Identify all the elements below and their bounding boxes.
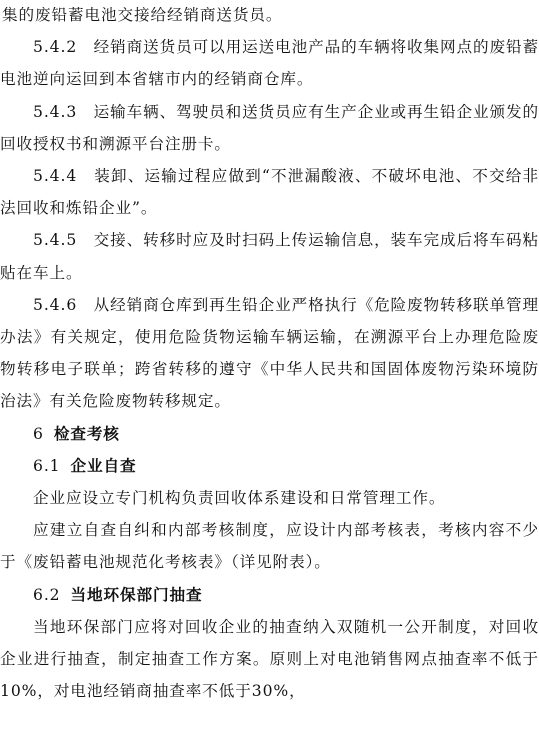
clause-5-4-4: 5.4.4 装卸、运输过程应做到“不泄漏酸液、不破坏电池、不交给非法回收和炼铅企业”。: [0, 167, 539, 218]
section-number: 6.2: [33, 585, 61, 604]
paragraph-continued: 集的废铅蓄电池交接给经销商送货员。: [2, 6, 283, 24]
section-title: 检查考核: [53, 424, 120, 443]
clause-5-4-5: 5.4.5 交接、转移时应及时扫码上传运输信息，装车完成后将车码粘贴在车上。: [0, 231, 539, 282]
section-heading-6-2: [0, 579, 539, 611]
clause-5-4-3: 5.4.3 运输车辆、驾驶员和送货员应有生产企业或再生铅企业颁发的回收授权书和溯源平台注册卡。: [0, 102, 539, 153]
section-number: 6.1: [33, 456, 61, 475]
section-title: 企业自查: [70, 456, 137, 475]
paragraph-6-2: 当地环保部门应将对回收企业的抽查纳入双随机一公开制度，对回收企业进行抽查，制定抽查工作方案。原则上对电池销售网点抽查率不低于10%，对电池经销商抽查率不低于30%，: [0, 617, 539, 701]
paragraph-6-1-a: 企业应设立专门机构负责回收体系建设和日常管理工作。: [33, 489, 446, 508]
clause-5-4-2: 5.4.2 经销商送货员可以用运送电池产品的车辆将收集网点的废铅蓄电池逆向运回到本省辖市内的经销商仓库。: [0, 38, 539, 89]
section-number: 6: [33, 424, 44, 443]
clause-5-4-6: 5.4.6 从经销商仓库到再生铅企业严格执行《危险废物转移联单管理办法》有关规定，使用危险货物运输车辆运输，在溯源平台上办理危险废物转移电子联单；跨省转移的遵守《中华人民共和国固体废物污染环境防治法》有关危险废物转移规定。: [0, 295, 539, 411]
section-title: 当地环保部门抽查: [70, 585, 203, 604]
section-heading-6: [0, 418, 539, 450]
section-heading-6-1: [0, 450, 539, 482]
paragraph-6-1-b: 应建立自查自纠和内部考核制度，应设计内部考核表，考核内容不少于《废铅蓄电池规范化考核表》（详见附表）。: [0, 521, 539, 572]
